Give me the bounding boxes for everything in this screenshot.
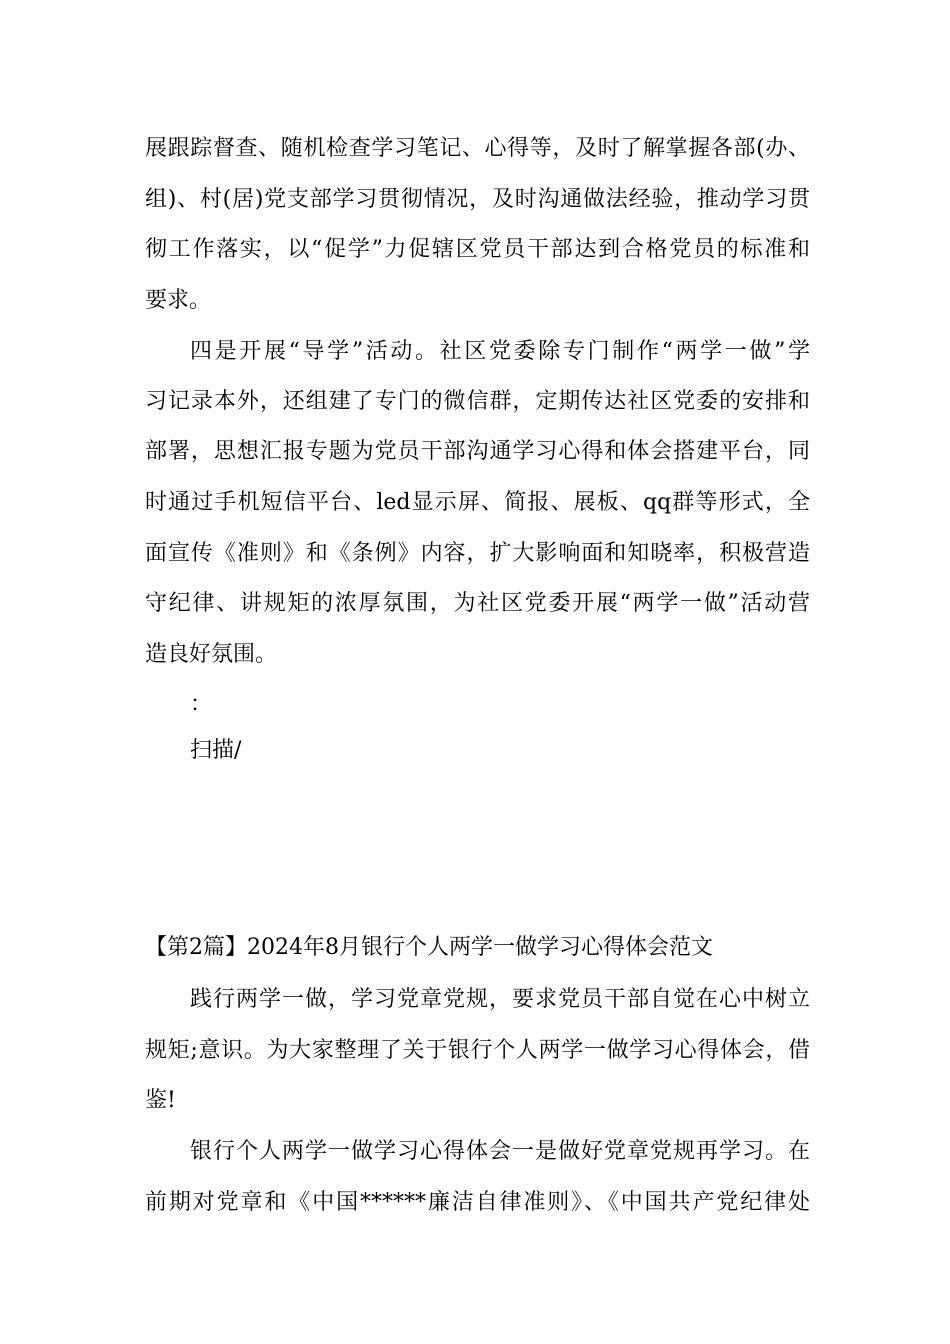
paragraph-line: 习记录本外，还组建了专门的微信群，定期传达社区党委的安排和 (145, 389, 810, 414)
paragraph-line: 时通过手机短信平台、led显示屏、简报、展板、qq群等形式，全 (145, 490, 810, 515)
paragraph-line: 守纪律、讲规矩的浓厚氛围，为社区党委开展“两学一做”活动营 (145, 591, 810, 616)
paragraph-line: 组)、村(居)党支部学习贯彻情况，及时沟通做法经验，推动学习贯 (145, 187, 810, 212)
paragraph-line: 践行两学一做，学习党章党规，要求党员干部自觉在心中树立 (190, 987, 810, 1012)
section-heading: 【第2篇】2024年8月银行个人两学一做学习心得体会范文 (145, 935, 713, 960)
paragraph-line: 面宣传《准则》和《条例》内容，扩大影响面和知晓率，积极营造 (145, 541, 810, 566)
paragraph-line: 规矩;意识。为大家整理了关于银行个人两学一做学习心得体会，借 (145, 1038, 810, 1063)
paragraph-line: 要求。 (145, 288, 212, 313)
paragraph-line: 展跟踪督查、随机检查学习笔记、心得等，及时了解掌握各部(办、 (145, 136, 810, 161)
paragraph-line: 银行个人两学一做学习心得体会一是做好党章党规再学习。在 (190, 1139, 810, 1164)
paragraph-line: 造良好氛围。 (145, 642, 278, 667)
paragraph-line: 鉴! (145, 1088, 176, 1113)
scan-line: 扫描/ (190, 738, 242, 763)
paragraph-line: 彻工作落实，以“促学”力促辖区党员干部达到合格党员的标准和 (145, 237, 810, 262)
paragraph-line: 部署，思想汇报专题为党员干部沟通学习心得和体会搭建平台，同 (145, 439, 810, 464)
paragraph-line: 四是开展“导学”活动。社区党委除专门制作“两学一做”学 (190, 339, 810, 364)
colon-line: ： (190, 692, 213, 717)
paragraph-line: 前期对党章和《中国******廉洁自律准则》、《中国共产党纪律处 (145, 1190, 810, 1215)
